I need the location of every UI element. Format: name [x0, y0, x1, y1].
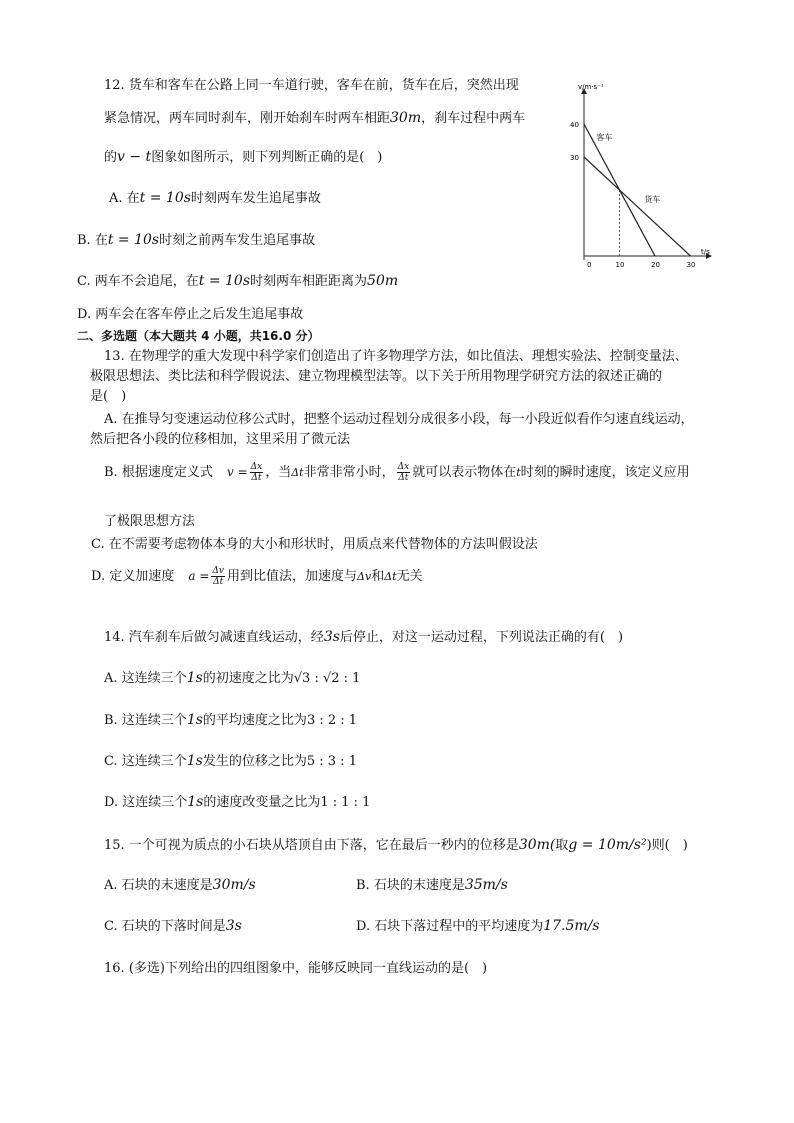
- y-axis-unit: v/m·s⁻¹: [578, 83, 604, 91]
- x-tick-label: 0: [587, 261, 592, 269]
- fraction-dx-dt-2: $\frac{\Delta x}{\Delta t}$: [397, 462, 410, 483]
- x-tick-label: 20: [651, 261, 660, 269]
- q14-option-b: B. 这连续三个1s的平均速度之比为3 : 2 : 1: [104, 712, 358, 728]
- q15-option-b: B. 石块的末速度是35m/s: [356, 877, 508, 893]
- q15-option-c: C. 石块的下落时间是3s: [104, 918, 242, 934]
- q14-option-a: A. 这连续三个1s的初速度之比为√3 : √2 : 1: [104, 670, 361, 686]
- q12-option-b: B. 在t = 10s时刻之前两车发生追尾事故: [77, 232, 316, 248]
- q15-option-d: D. 石块下落过程中的平均速度为17.5m/s: [356, 918, 600, 934]
- y-tick-label: 40: [570, 121, 579, 129]
- q15-option-a: A. 石块的末速度是30m/s: [104, 877, 256, 893]
- q13-line1: 13. 在物理学的重大发现中科学家们创造出了许多物理学方法，如比值法、理想实验法、控制变量法、: [104, 349, 688, 364]
- q13-option-b-line2: 了极限思想方法: [104, 514, 196, 529]
- q14-stem: 14. 汽车刹车后做匀减速直线运动，经3s后停止，对这一运动过程，下列说法正确的有( ): [104, 629, 624, 645]
- q13-line3: 是( ): [90, 389, 127, 404]
- label-truck: 货车: [644, 194, 661, 204]
- fraction-dv-dt: $\frac{\Delta v}{\Delta t}$: [212, 566, 224, 587]
- q13-line2: 极限思想法、类比法和科学假说法、建立物理模型法等。以下关于所用物理学研究方法的叙述正确的: [90, 369, 663, 384]
- q16-stem: 16. (多选)下列给出的四组图象中，能够反映同一直线运动的是( ): [104, 961, 488, 976]
- label-bus: 客车: [596, 133, 613, 143]
- q12-option-c: C. 两车不会追尾，在t = 10s时刻两车相距距离为50m: [77, 273, 399, 289]
- fraction-dx-dt: $\frac{\Delta x}{\Delta t}$: [250, 462, 263, 483]
- q13-option-a-line1: A. 在推导匀变速运动位移公式时，把整个运动过程划分成很多小段，每一小段近似看作匀速直线运动，: [104, 412, 694, 427]
- q15-stem: 15. 一个可视为质点的小石块从塔顶自由下落，它在最后一秒内的位移是30m(取g = 10m/s²)则( ): [104, 837, 688, 853]
- q12-line1: 12. 货车和客车在公路上同一车道行驶，客车在前，货车在后，突然出现: [104, 78, 519, 93]
- section2-title: 二、多选题（本大题共 4 小题，共16.0 分）: [77, 329, 320, 343]
- q14-option-c: C. 这连续三个1s发生的位移之比为5 : 3 : 1: [104, 753, 357, 769]
- series-line-truck: [584, 157, 691, 256]
- vt-graph: [556, 80, 716, 272]
- x-tick-label: 10: [615, 261, 625, 269]
- q14-option-d: D. 这连续三个1s的速度改变量之比为1 : 1 : 1: [104, 794, 371, 810]
- y-tick-label: 30: [570, 154, 579, 162]
- x-axis-unit: t/s: [701, 248, 710, 256]
- q13-option-a-line2: 然后把各小段的位移相加，这里采用了微元法: [90, 432, 351, 447]
- q12-option-d: D. 两车会在客车停止之后发生追尾事故: [77, 307, 304, 322]
- x-tick-label: 30: [686, 261, 696, 269]
- q13-option-b: B. 根据速度定义式 v = $\frac{\Delta x}{\Delta t}$ ，当Δt非常非常小时， $\frac{\Delta x}{\Delta t}$ 就可以表示物体在t时刻的瞬时速度，该定义应用: [104, 462, 690, 483]
- q13-option-c: C. 在不需要考虑物体本身的大小和形状时，用质点来代替物体的方法叫假设法: [91, 537, 538, 552]
- q12-option-a: A. 在t = 10s时刻两车发生追尾事故: [109, 190, 321, 206]
- q12-line2: 紧急情况，两车同时刹车，刚开始刹车时两车相距30m，刹车过程中两车: [104, 110, 526, 126]
- q12-line3: 的v − t图象如图所示，则下列判断正确的是( ): [104, 149, 383, 165]
- q13-option-d: D. 定义加速度 a = $\frac{\Delta v}{\Delta t}$ 用到比值法，加速度与Δv和Δt无关: [91, 566, 423, 587]
